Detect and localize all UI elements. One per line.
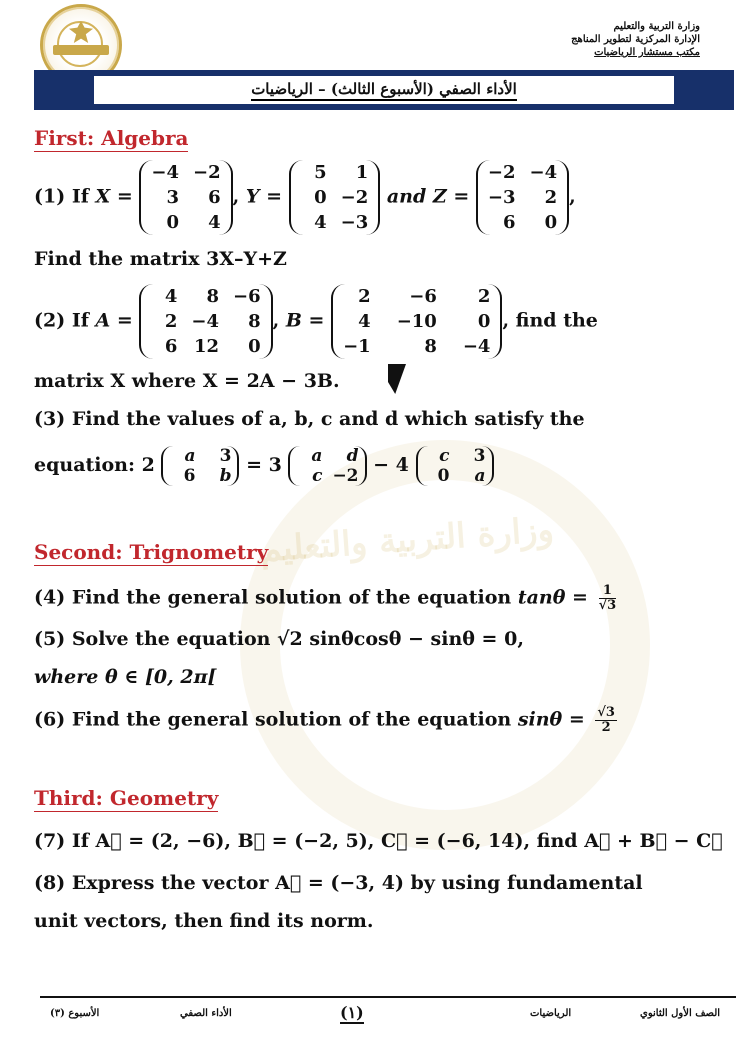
title-banner — [34, 70, 734, 110]
q6-fraction: $\frac{√3}{2}$ — [597, 705, 615, 735]
question-4: (4) Find the general solution of the equation tanθ = $\frac{1}{√3}$ — [34, 583, 617, 613]
q4-text: (4) Find the general solution of the equation — [34, 586, 512, 609]
page-title: الأداء الصفي (الأسبوع الثالث) – الرياضيات — [251, 79, 517, 101]
question-1-task: Find the matrix 3X–Y+Z — [34, 248, 287, 270]
matrix-x: −4 −2 3 6 0 4 — [139, 160, 232, 235]
section-heading-trig: Second: Trignometry — [34, 540, 269, 564]
matrix-z: −2 −4 −3 2 6 0 — [476, 160, 569, 235]
ministry-header — [571, 20, 700, 59]
section-heading-algebra: First: Algebra — [34, 126, 189, 150]
footer-divider — [40, 996, 736, 998]
page-number: (١) — [340, 1003, 364, 1022]
q2-lead: (2) If — [34, 309, 89, 332]
question-3-equation: equation: 2 a 3 6 b = 3 a d c −2 − 4 c 3 0 a — [34, 446, 494, 486]
matrix-b: 2 −6 2 4 −10 0 −1 8 −4 — [331, 284, 502, 359]
question-1: (1) If X = −4 −2 3 6 0 4 , Y = 5 1 0 −2 4 −3 and Z = −2 −4 −3 2 6 0 , — [34, 162, 576, 233]
matrix-a: 4 8 −6 2 −4 8 6 12 0 — [139, 284, 272, 359]
ministry-line-1: وزارة التربية والتعليم — [613, 21, 700, 32]
question-8-line-1: (8) Express the vector A⃗ = (−3, 4) by using fundamental — [34, 872, 643, 894]
q6-text: (6) Find the general solution of the equation — [34, 708, 512, 731]
q1-lead: (1) If — [34, 185, 89, 208]
matrix-m1: a 3 6 b — [161, 446, 239, 486]
q2-tail: , find the — [502, 309, 598, 332]
question-3-line-1: (3) Find the values of a, b, c and d which satisfy the — [34, 408, 585, 430]
matrix-y: 5 1 0 −2 4 −3 — [289, 160, 381, 235]
question-2: (2) If A = 4 8 −6 2 −4 8 6 12 0 , B = 2 −6 2 4 −10 0 −1 8 −4 , find the — [34, 286, 598, 357]
footer-performance: الأداء الصفي — [180, 1008, 232, 1019]
matrix-m3: c 3 0 a — [416, 446, 494, 486]
footer-grade: الصف الأول الثانوي — [640, 1008, 721, 1019]
q3-lead: equation: 2 — [34, 454, 155, 476]
question-5-line-2: where θ ∈ [0, 2π[ — [34, 666, 217, 688]
section-heading-geometry: Third: Geometry — [34, 786, 219, 810]
matrix-m2: a d c −2 — [288, 446, 366, 486]
watermark-text: وزارة التربية والتعليم — [258, 509, 556, 571]
footer-week: الأسبوع (٣) — [50, 1008, 100, 1019]
question-2-task: matrix X where X = 2A − 3B. — [34, 370, 340, 392]
question-7: (7) If A⃗ = (2, −6), B⃗ = (−2, 5), C⃗ = (−6, 14), find A⃗ + B⃗ − C⃗ — [34, 830, 723, 852]
q4-fraction: $\frac{1}{√3}$ — [598, 583, 617, 613]
question-6: (6) Find the general solution of the equation sinθ = $\frac{√3}{2}$ — [34, 705, 615, 735]
ministry-line-2: الإدارة المركزية لتطوير المناهج — [571, 34, 700, 45]
q1-and: and — [386, 185, 427, 208]
footer-subject: الرياضيات — [530, 1008, 572, 1019]
ministry-line-3: مكتب مستشار الرياضيات — [594, 47, 700, 58]
question-8-line-2: unit vectors, then find its norm. — [34, 910, 374, 932]
mouse-cursor-icon — [388, 364, 406, 394]
question-5-line-1: (5) Solve the equation √2 sinθcosθ − sinθ = 0, — [34, 628, 524, 650]
